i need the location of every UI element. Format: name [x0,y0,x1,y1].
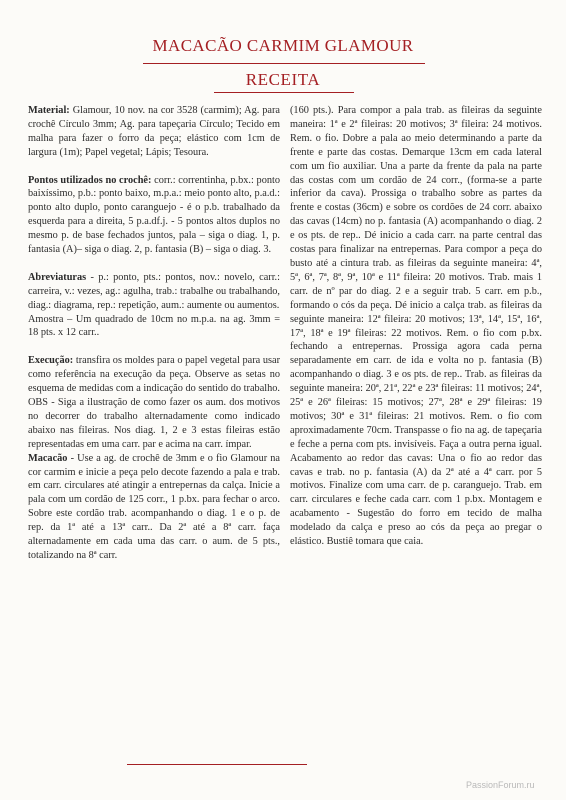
macacao-label: Macacão [28,452,68,464]
amostra-paragraph: Amostra – Um quadrado de 10cm no m.p.a. na ag. 3mm = 18 pts. x 12 carr.. [28,313,280,339]
material-paragraph [28,104,280,160]
footer-divider [127,764,307,765]
subtitle-divider [214,92,354,93]
pontos-text: corr.: correntinha, p.bx.: ponto baixíssimo, p.b.: ponto baixo, m.p.a.: meio ponto alto, p.a.d.: ponto alto duplo, ponto caranguejo - é o p.b. trabalhado da esquerda para a direita, 5 p.a.df.j. - 5 pontos altos duplos no mesmo p. de base fechados juntos, pala – siga o diag. 1, p. fantasia (A)– siga o diag. 2, p. fantasia (B) – siga o diag. 3. [28,174,281,256]
material-text: Glamour, 10 nov. na cor 3528 (carmim); Ag. para crochê Círculo 3mm; Ag. para tapeçaria Círculo; Tecido em malha para fazer o forro da peça; elástico com 1cm de largura (1m); Papel vegetal; Lápis; Tesoura. [28,105,280,158]
execucao-text: transfira os moldes para o papel vegetal para usar como referência na execução da peça. Observe as setas no esquema de medidas com a indicação do sentido do trabalho. OBS - Siga a ilustração de como fazer os aum. dos motivos no decorrer do trabalho alternadamente como indicado abaixo nas fileiras. Nos diag. 1, 2 e 3 estas fileiras estão representadas em uma carr. par e acima na carr. ímpar. [28,355,280,450]
execucao-paragraph [28,354,280,451]
abreviaturas-paragraph [28,271,280,313]
left-column [28,104,280,563]
watermark: PassionForum.ru [466,780,535,790]
execucao-label: Execução: [28,355,74,367]
material-label: Material: [28,105,70,116]
abreviaturas-label: Abreviaturas [28,271,87,283]
title-divider [143,63,425,64]
instructions-paragraph: (160 pts.). Para compor a pala trab. as fileiras da seguinte maneira: 1ª e 2ª fileiras: 20 motivos; 3ª fileira: 24 motivos. Rem. o fio. Dobre a pala ao meio determinando a parte da frente e parte das costas. Demarque 13cm em cada lateral com um fio auxiliar. Una a parte da frente da pala na parte das costas com um cordão de 24 corr., (forma-se a parte inferior da cava). Prossiga o trabalho sobre as partes da frente e costas (36cm) e sobre os cordões de 24 corr. abaixo das cavas (14cm) no p. fantasia (A) acompanhando o diag. 2 e os pts. de rep.. Dé inicio a cada carr. na parte central das costas para finalizar na entrepernas. Para compor a peça do busto até a cintura trab. as fileiras da seguinte maneira: 4ª, 5ª, 6ª, 7ª, 8ª, 9ª, 10ª e 11ª fileira: 20 motivos. Trab. mais 1 carr. de nº par do diag. 2 e a seguir trab. 5 carr. em p.b., formando o cós da peça. Dé inicio a calça trab. as fileiras da seguinte maneira: 12ª fileira: 20 motivos; 13ª, 14ª, 15ª, 16ª, 17ª, 18ª e 19ª fileiras: 22 motivos. Rem. o fio com p.bx. fechando a entrepernas. Prossiga agora cada perna separadamente em carr. de ida e volta no p. fantasia (B) acompanhando o diag. 3 e os pts. de rep.. Trab. as fileiras da seguinte maneira: 20ª, 21ª, 22ª e 23ª fileiras: 11 motivos; 24ª, 25ª e 26ª fileiras: 15 motivos; 27ª, 28ª e 29ª fileiras: 19 motivos; 30ª e 31ª fileiras: 21 motivos. Rem. o fio com aproximadamente 70cm. Transpasse o fio na ag. de tapeçaria e feche a perna com pts. invisíveis. Faça a outra perna igual. Acabamento ao redor das cavas: Una o fio ao redor das cavas e trab. no p. fantasia (A) da 2ª até a 4ª carr. por 5 motivos. Finalize com uma carr. de p. caranguejo. Trab. em carr. circulares e feche cada carr. com 1 p.bx. Montagem e acabamento - Sugestão do forro em tecido de malha modelado da calça e preso ao cós da peça ao pregar o elástico. Bustiê tomara que caia. [290,105,542,548]
macacao-text: - Use a ag. de crochê de 3mm e o fio Glamour na cor carmim e inicie a peça pelo decote fazendo a pala e trab. em carr. circulares até atingir a entrepernas da calça. Inicie a pala com um cordão de 125 corr., 1 p.bx. para fechar o arco. Sobre este cordão trab. acompanhando o diag. 1 e o p. de rep. da 1ª até a 13ª carr.. Da 2ª até a 8ª carr. faça alternadamente em cada uma das carr. o aum. de 5 pts., totalizando na 8ª carr. [28,452,280,561]
page-title: MACACÃO CARMIM GLAMOUR [152,36,414,55]
pontos-paragraph [28,174,280,257]
pontos-label: Pontos utilizados no crochê: [28,174,152,186]
abreviaturas-text: - p.: ponto, pts.: pontos, nov.: novelo, carr.: carreira, v.: vezes, ag.: agulha, trab.: trabalhe ou trabalhando, diag.: diagrama, rep.: repetição, aum.: aumente ou aumentos. [28,271,280,311]
section-title: RECEITA [245,70,321,89]
macacao-paragraph [28,452,280,563]
right-column [290,104,542,549]
